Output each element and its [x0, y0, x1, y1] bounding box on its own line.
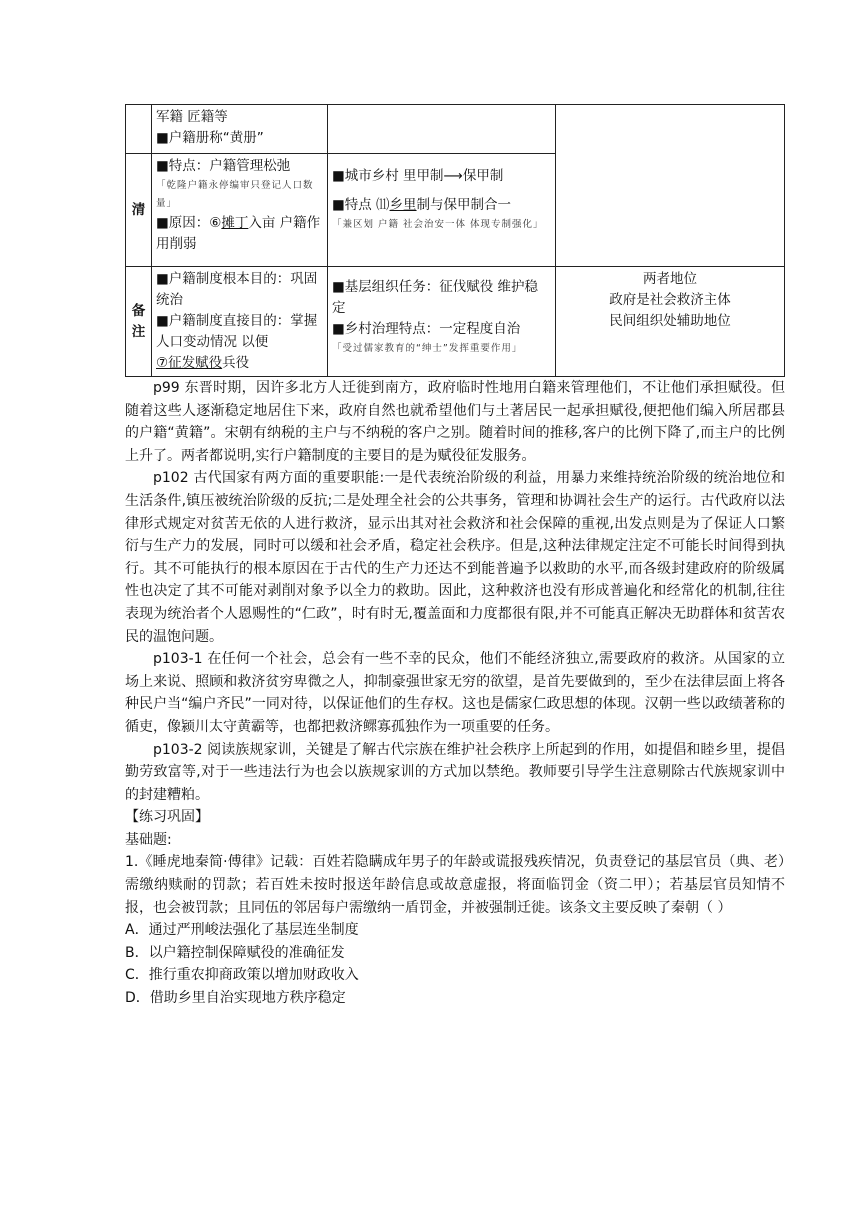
cell-line: ■基层组织任务：征伐赋役 维护稳定	[332, 279, 539, 316]
cell-line: 两者地位	[643, 271, 697, 287]
cell-notes-relief	[556, 267, 785, 377]
paragraph-p99: p99 东晋时期，因许多北方人迁徙到南方，政府临时性地用白籍来管理他们，不让他们承担赋役。但随着这些人逐渐稳定地居住下来，政府自然也就希望他们与土著居民一起承担赋役,便把他们编入所居郡县的户籍“黄籍”。宋朝有纳税的主户与不纳税的客户之别。随着时间的推移,客户的比例下降了,而主户的比例上升了。两者都说明,实行户籍制度的主要目的是为赋役征发服务。	[125, 380, 785, 464]
cell-line: 政府是社会救济主体	[609, 292, 731, 308]
text-segment: 入亩 户籍作用削弱	[156, 215, 321, 252]
cell-note: 「乾隆户籍永停编审只登记人口数量」	[156, 180, 314, 209]
option-b: B．以户籍控制保障赋役的准确征发	[125, 944, 345, 961]
row-head-notes: 备注	[126, 267, 152, 377]
fill-blank-answer: 乡里	[389, 197, 417, 213]
table-row-ming-continued	[126, 105, 785, 154]
option-c: C．推行重农抑商政策以增加财政收入	[125, 967, 359, 984]
paragraph-p102: p102 古代国家有两方面的重要职能:一是代表统治阶级的利益，用暴力来维持统治阶级的统治地位和生活条件,镇压被统治阶级的反抗;二是处理全社会的公共事务，管理和协调社会生产的运行。古代政府以法律形式规定对贫苦无依的人进行救济，显示出其对社会救济和社会保障的重视,出发点则是为了保证人口繁衍与生产力的发展，同时可以缓和社会矛盾，稳定社会秩序。但是,这种法律规定注定不可能长时间得到执行。其不可能执行的根本原因在于古代的生产力还达不到能普遍予以救助的水平,而各级封建政府的阶级属性也决定了其不可能对剥削对象予以全力的救助。因此，这种救济也没有形成普遍化和经常化的机制,往往表现为统治者个人恩赐性的“仁政”，时有时无,覆盖面和力度都很有限,并不可能真正解决无助群体和贫苦农民的温饱问题。	[125, 470, 785, 645]
basic-label: 基础题:	[125, 831, 172, 848]
question-1: 1.《睡虎地秦简·傅律》记载：百姓若隐瞒成年男子的年龄或谎报残疾情况，负责登记的基层官员（典、老）需缴纳赎耐的罚款；若百姓未按时报送年龄信息或故意虚报，将面临罚金（资二甲）；若基层官员知情不报，也会被罚款；且同伍的邻居每户需缴纳一盾罚金，并被强制迁徙。该条文主要反映了秦朝（ ）	[125, 854, 785, 916]
practice-heading: 【练习巩固】	[125, 809, 209, 826]
text-segment: 兵役	[222, 355, 250, 371]
fill-blank-answer: 摊丁	[221, 215, 249, 231]
row-head-qing: 清	[126, 154, 152, 267]
cell-ming-features	[152, 105, 328, 154]
cell-notes-purpose	[152, 267, 328, 377]
cell-note: 「兼区划 户籍 社会治安一体 体现专制强化」	[332, 219, 544, 230]
cell-line: ■特点：户籍管理松弛	[156, 158, 291, 174]
cell-line: ■户籍制度直接目的：掌握人口变动情况 以便	[156, 313, 318, 350]
paragraph-p103-2: p103-2 阅读族规家训，关键是了解古代宗族在维护社会秩序上所起到的作用，如提倡和睦乡里，提倡勤劳致富等,对于一些违法行为也会以族规家训的方式加以禁绝。教师要引导学生注意剔除古代族规家训中的封建糟粕。	[125, 741, 785, 803]
text-segment: ■特点 ⑾	[332, 197, 390, 213]
cell-line	[156, 213, 323, 255]
cell-line	[332, 195, 551, 216]
cell-qing-grassroots	[328, 154, 556, 267]
cell-qing-household	[152, 154, 328, 267]
household-registration-table	[125, 104, 785, 377]
cell-empty	[556, 105, 785, 267]
cell-line: 民间组织处辅助地位	[609, 313, 731, 329]
cell-notes-grassroots	[328, 267, 556, 377]
cell-line: 军籍 匠籍等	[156, 109, 228, 125]
text-segment: 制与保甲制合一	[416, 197, 512, 213]
row-head-empty	[126, 105, 152, 154]
text-segment: ■原因：⑥	[156, 215, 222, 231]
cell-line: ■乡村治理特点：一定程度自治	[332, 321, 521, 337]
fill-blank-answer: ⑦征发赋役	[156, 355, 223, 371]
option-a: A．通过严刑峻法强化了基层连坐制度	[125, 922, 359, 939]
document-page	[125, 104, 785, 1010]
cell-line	[156, 353, 323, 374]
cell-line: ■城市乡村 里甲制⟶保甲制	[332, 168, 504, 184]
body-text	[125, 377, 785, 1010]
table-row-notes	[126, 267, 785, 377]
cell-empty	[328, 105, 556, 154]
paragraph-p103-1: p103-1 在任何一个社会，总会有一些不幸的民众，他们不能经济独立,需要政府的救济。从国家的立场上来说、照顾和救济贫穷卑微之人，抑制豪强世家无穷的欲望，是首先要做到的，至少在法律层面上将各种民户当“编户齐民”一同对待，以保证他们的生存权。这也是儒家仁政思想的体现。汉朝一些以政绩著称的循吏，像颍川太守黄霸等，也都把救济鳏寡孤独作为一项重要的任务。	[125, 651, 785, 735]
cell-line: ■户籍制度根本目的：巩固统治	[156, 271, 318, 308]
option-d: D．借助乡里自治实现地方秩序稳定	[125, 990, 346, 1007]
cell-line: ■户籍册称“黄册”	[156, 130, 264, 146]
cell-note: 「受过儒家教育的“绅士”发挥重要作用」	[332, 343, 523, 354]
